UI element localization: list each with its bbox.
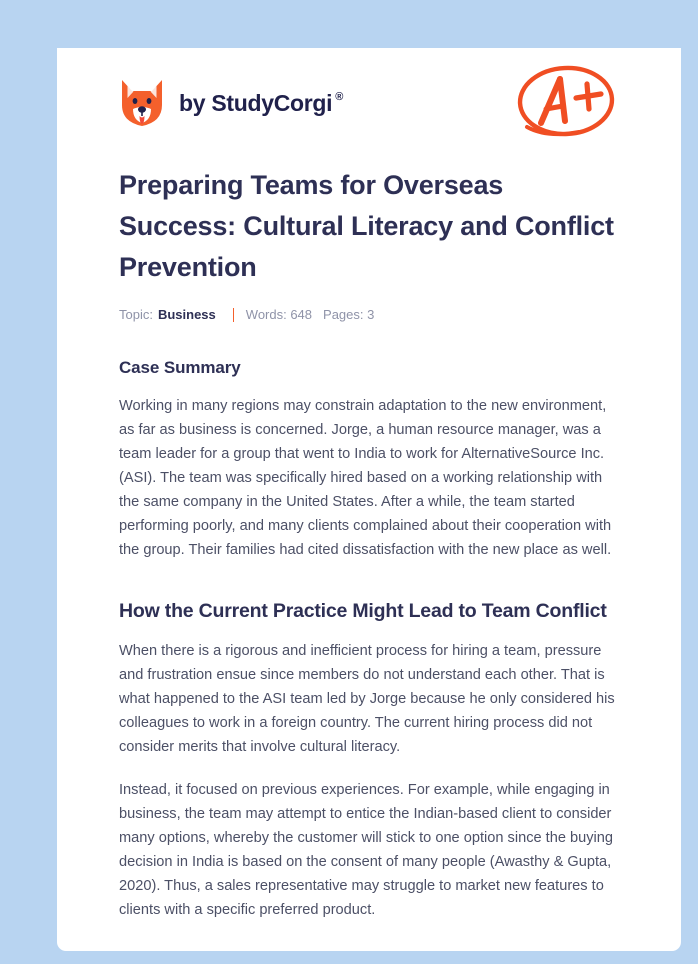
section-heading-case-summary: Case Summary — [119, 358, 241, 377]
paragraph: When there is a rigorous and inefficient process for hiring a team, pressure and frustration ensue since members do not understand each other. That is what happened to the ASI team led by Jorge because he only considered his colleagues to work in a foreign country. The current hiring process did not consider merits that involve cultural literacy. — [119, 643, 615, 755]
brand-name-text: by StudyCorgi — [179, 89, 333, 116]
section-heading-team-conflict: How the Current Practice Might Lead to Team Conflict — [119, 600, 607, 622]
meta-separator — [233, 308, 234, 322]
brand-logo[interactable] — [119, 78, 343, 128]
document-meta — [119, 307, 619, 322]
meta-page-count: Pages: 3 — [323, 307, 375, 322]
registered-trademark-icon: ® — [335, 90, 344, 103]
meta-topic-label: Topic: — [119, 307, 153, 322]
document-sheet — [57, 48, 681, 951]
page-title: Preparing Teams for Overseas Success: Cultural Literacy and Conflict Prevention — [119, 170, 614, 282]
document-header — [119, 48, 619, 152]
brand-name — [179, 90, 343, 117]
meta-word-count: Words: 648 — [245, 307, 313, 322]
a-plus-grade-icon — [513, 61, 619, 145]
meta-topic-value[interactable]: Business — [157, 307, 216, 322]
paragraph: Instead, it focused on previous experiences. For example, while engaging in business, the team may attempt to entice the Indian-based client to consider many options, whereby the customer will stick to one option since the buying decision in India is based on the consent of many people (Awasthy & Gupta, 2020). Thus, a sales representative may struggle to market new features to clients with a specific preferred product. — [119, 782, 614, 918]
paragraph: Working in many regions may constrain adaptation to the new environment, as far as business is concerned. Jorge, a human resource manager, was a team leader for a group that went to India to work for AlternativeSource Inc. (ASI). The team was specifically hired based on a working relationship with the same company in the United States. After a while, the team started performing poorly, and many clients complained about their cooperation with the group. Their families had cited dissatisfaction with the new place as well. — [119, 398, 612, 558]
document-content — [57, 48, 681, 922]
corgi-face-icon — [119, 78, 165, 128]
